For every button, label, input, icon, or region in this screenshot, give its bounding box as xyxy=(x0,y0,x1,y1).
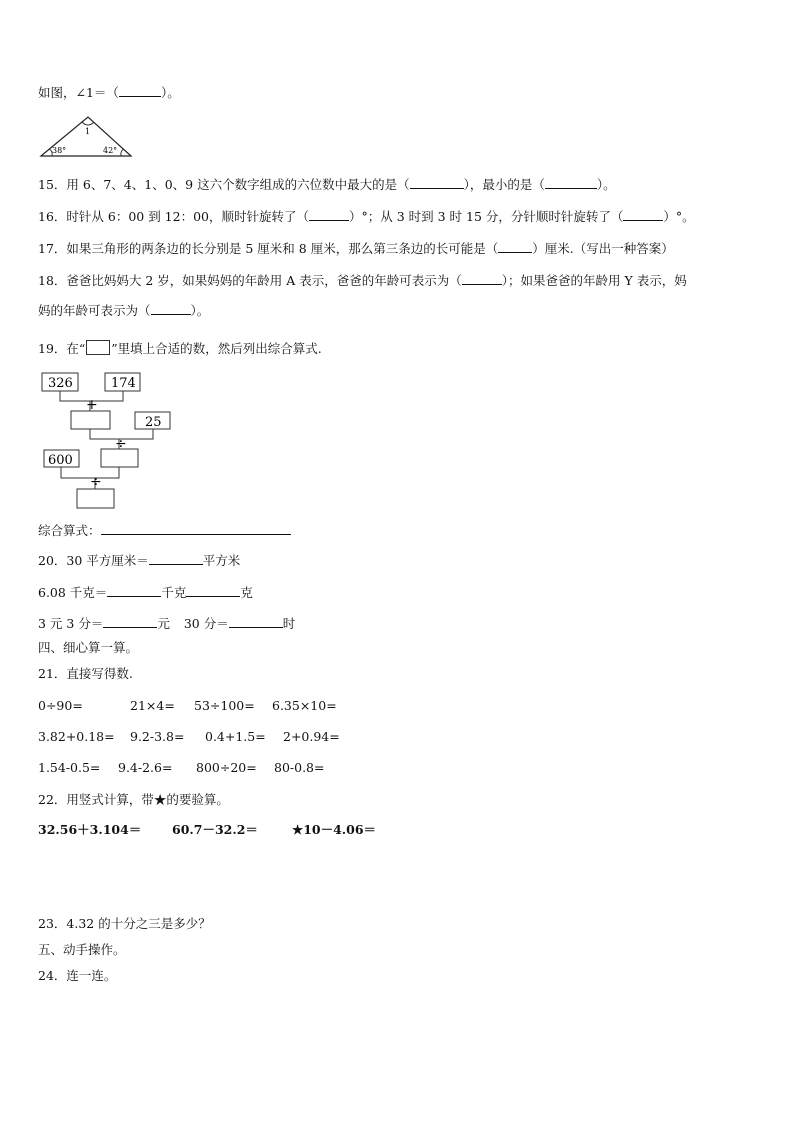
answer-blank[interactable] xyxy=(119,84,161,97)
question-15 xyxy=(38,176,616,193)
number-25: 25 xyxy=(145,415,162,430)
calc-item: 800÷20= xyxy=(196,760,257,775)
calc-item: 2+0.94= xyxy=(283,729,340,744)
answer-blank-minute[interactable] xyxy=(623,208,663,221)
answer-blank-hour[interactable] xyxy=(309,208,349,221)
number-326: 326 xyxy=(48,376,73,391)
calc-item: 21×4= xyxy=(130,698,175,713)
question-24: 24．连一连。 xyxy=(38,968,117,983)
divide-sign-1: ÷ xyxy=(115,436,127,452)
question-18-line-2 xyxy=(38,302,209,319)
combined-formula-label: 综合算式： xyxy=(38,523,101,538)
box-result xyxy=(77,489,114,508)
divide-sign-2: ÷ xyxy=(90,474,102,490)
question-16-text-3: ）°。 xyxy=(663,209,695,224)
angle-1-arc xyxy=(82,122,94,125)
calc-item: 0.4+1.5= xyxy=(205,729,266,744)
answer-blank-dad-age[interactable] xyxy=(462,272,502,285)
question-15-text-3: ）。 xyxy=(596,177,616,192)
right-angle-arc xyxy=(121,149,124,156)
calc-item: 3.82+0.18= xyxy=(38,729,115,744)
question-17-text-2: ）厘米.（写出一种答案） xyxy=(532,241,674,256)
question-18-line-1 xyxy=(38,272,687,289)
calc-item: 9.4-2.6= xyxy=(118,760,173,775)
question-19-text-1: 19．在“ xyxy=(38,341,86,356)
flow-diagram xyxy=(38,368,188,513)
calc-row-3 xyxy=(38,760,324,776)
plus-sign: + xyxy=(86,397,98,413)
question-15-text-1: 15．用 6、7、4、1、0、9 这六个数字组成的六位数中最大的是（ xyxy=(38,177,410,192)
box-sum xyxy=(71,411,110,429)
question-16-text-1: 16．时针从 6：00 到 12：00，顺时针旋转了（ xyxy=(38,209,309,224)
right-angle-label: 42° xyxy=(103,146,118,155)
question-19-text-2: ”里填上合适的数，然后列出综合算式. xyxy=(111,341,322,356)
vertical-calc-item: ★10－4.06＝ xyxy=(292,822,377,837)
question-15-text-2: ），最小的是（ xyxy=(463,177,545,192)
q20-line2-a: 6.08 千克＝ xyxy=(38,585,108,600)
combined-formula xyxy=(38,522,291,539)
question-22-title: 22．用竖式计算，带★的要验算。 xyxy=(38,792,229,807)
calc-item: 0÷90= xyxy=(38,698,83,713)
combined-formula-blank[interactable] xyxy=(101,522,291,535)
q20-line3-b: 元 xyxy=(157,616,170,631)
calc-item: 80-0.8= xyxy=(274,760,325,775)
question-17 xyxy=(38,240,674,257)
vertical-calc-item: 32.56＋3.104＝ xyxy=(38,822,142,837)
vertical-calc-item: 60.7－32.2＝ xyxy=(172,822,258,837)
question-18-text-2: ）；如果爸爸的年龄用 Y 表示，妈 xyxy=(501,273,687,288)
question-18-text-1: 18．爸爸比妈妈大 2 岁，如果妈妈的年龄用 A 表示，爸爸的年龄可表示为（ xyxy=(38,273,462,288)
section-5-heading: 五、动手操作。 xyxy=(38,942,126,957)
answer-blank-smallest[interactable] xyxy=(545,176,597,189)
question-23: 23．4.32 的十分之三是多少？ xyxy=(38,916,211,931)
question-21-title: 21．直接写得数. xyxy=(38,666,133,681)
question-20-line-3 xyxy=(38,615,295,632)
number-600: 600 xyxy=(48,453,73,468)
q20-line1-b: 平方米 xyxy=(202,553,241,568)
question-14-text-after: ）。 xyxy=(160,85,180,100)
question-14-text-before: 如图，∠1＝（ xyxy=(38,85,119,100)
triangle-figure xyxy=(38,112,134,158)
answer-blank-hour-2[interactable] xyxy=(229,615,283,628)
question-18-text-4: ）。 xyxy=(190,303,210,318)
q20-line2-c: 克 xyxy=(240,585,253,600)
question-20-line-1 xyxy=(38,552,240,569)
question-17-text-1: 17．如果三角形的两条边的长分别是 5 厘米和 8 厘米，那么第三条边的长可能是（ xyxy=(38,241,499,256)
question-20-line-2 xyxy=(38,584,253,601)
answer-blank-g[interactable] xyxy=(186,584,240,597)
calc-item: 9.2-3.8= xyxy=(130,729,185,744)
answer-blank-kg[interactable] xyxy=(107,584,161,597)
answer-blank-mom-age[interactable] xyxy=(151,302,191,315)
box-glyph xyxy=(86,340,110,355)
calc-item: 1.54-0.5= xyxy=(38,760,101,775)
question-14 xyxy=(38,84,180,101)
q20-line2-b: 千克 xyxy=(161,585,187,600)
vertical-calc-row xyxy=(38,822,376,838)
question-16-text-2: ）°；从 3 时到 3 时 15 分，分针顺时针旋转了（ xyxy=(349,209,624,224)
question-18-text-3: 妈的年龄可表示为（ xyxy=(38,303,151,318)
calc-row-2 xyxy=(38,729,340,745)
angle-1-label: 1 xyxy=(85,127,91,136)
calc-item: 6.35×10= xyxy=(272,698,337,713)
answer-blank-side[interactable] xyxy=(498,240,532,253)
calc-item: 53÷100= xyxy=(194,698,255,713)
q20-line3-d: 时 xyxy=(282,616,296,631)
question-19 xyxy=(38,340,322,357)
number-174: 174 xyxy=(111,376,136,391)
left-angle-label: 38° xyxy=(52,146,67,155)
question-16 xyxy=(38,208,695,225)
q20-line3-c: 30 分＝ xyxy=(183,616,229,631)
q20-line1-a: 20．30 平方厘米＝ xyxy=(38,553,149,568)
answer-blank-largest[interactable] xyxy=(410,176,464,189)
answer-blank-area[interactable] xyxy=(149,552,203,565)
calc-row-1 xyxy=(38,698,337,714)
q20-line3-a: 3 元 3 分＝ xyxy=(38,616,104,631)
section-4-heading: 四、细心算一算。 xyxy=(38,640,139,655)
answer-blank-yuan[interactable] xyxy=(103,615,157,628)
